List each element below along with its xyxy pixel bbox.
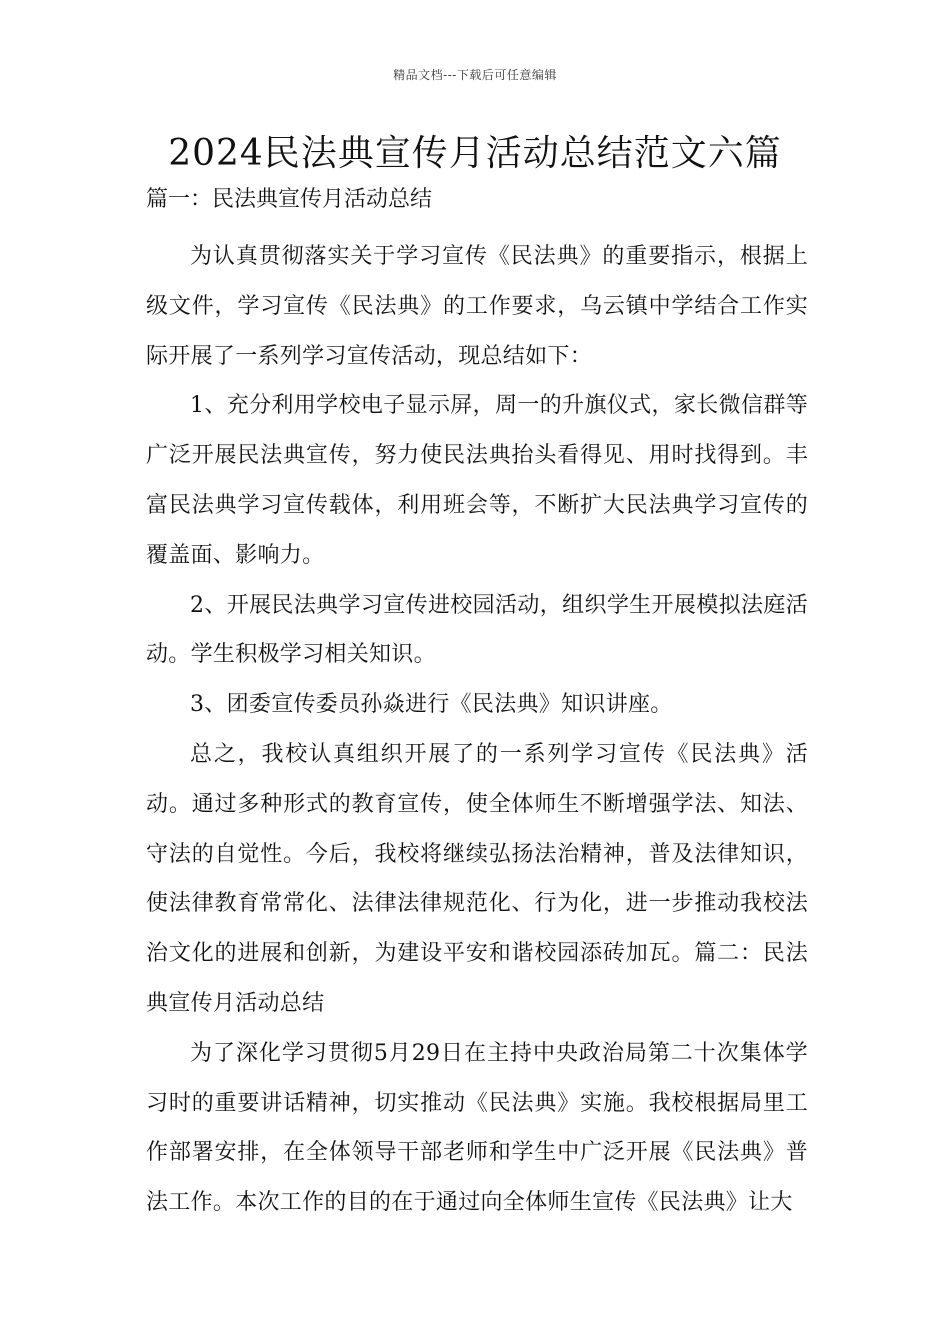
paragraph-item-3: 3、团委宣传委员孙焱进行《民法典》知识讲座。: [190, 692, 673, 718]
page-header-note: 精品文档---下载后可任意编辑: [393, 68, 557, 82]
document-body: [146, 182, 808, 1228]
paragraph-section2-intro: 为了深化学习贯彻5月29日在主持中央政治局第二十次集体学习时的重要讲话精神，切实推动《民法典》实施。我校根据局里工作部署安排，在全体领导干部老师和学生中广泛开展《民法典》普法工作。本次工作的目的在于通过向全体师生宣传《民法典》让大: [146, 1040, 808, 1216]
paragraph-item-1: 1、充分利用学校电子显示屏，周一的升旗仪式，家长微信群等广泛开展民法典宣传，努力使民法典抬头看得见、用时找得到。丰富民法典学习宣传载体，利用班会等，不断扩大民法典学习宣传的覆盖面、影响力。: [146, 393, 808, 568]
section-heading: 篇一：民法典宣传月活动总结: [146, 187, 433, 212]
paragraph-intro: 为认真贯彻落实关于学习宣传《民法典》的重要指示，根据上级文件，学习宣传《民法典》的工作要求，乌云镇中学结合工作实际开展了一系列学习宣传活动，现总结如下：: [146, 244, 808, 369]
paragraph-item-2: 2、开展民法典学习宣传进校园活动，组织学生开展模拟法庭活动。学生积极学习相关知识。: [146, 592, 808, 668]
paragraph-conclusion: 总之，我校认真组织开展了的一系列学习宣传《民法典》活动。通过多种形式的教育宣传，使全体师生不断增强学法、知法、守法的自觉性。今后，我校将继续弘扬法治精神，普及法律知识，使法律教育常常化、法律法律规范化、行为化，进一步推动我校法治文化的进展和创新，为建设平安和谐校园添砖加瓦。篇二：民法典宣传月活动总结: [146, 741, 808, 1016]
document-title: 2024民法典宣传月活动总结范文六篇: [168, 133, 782, 174]
